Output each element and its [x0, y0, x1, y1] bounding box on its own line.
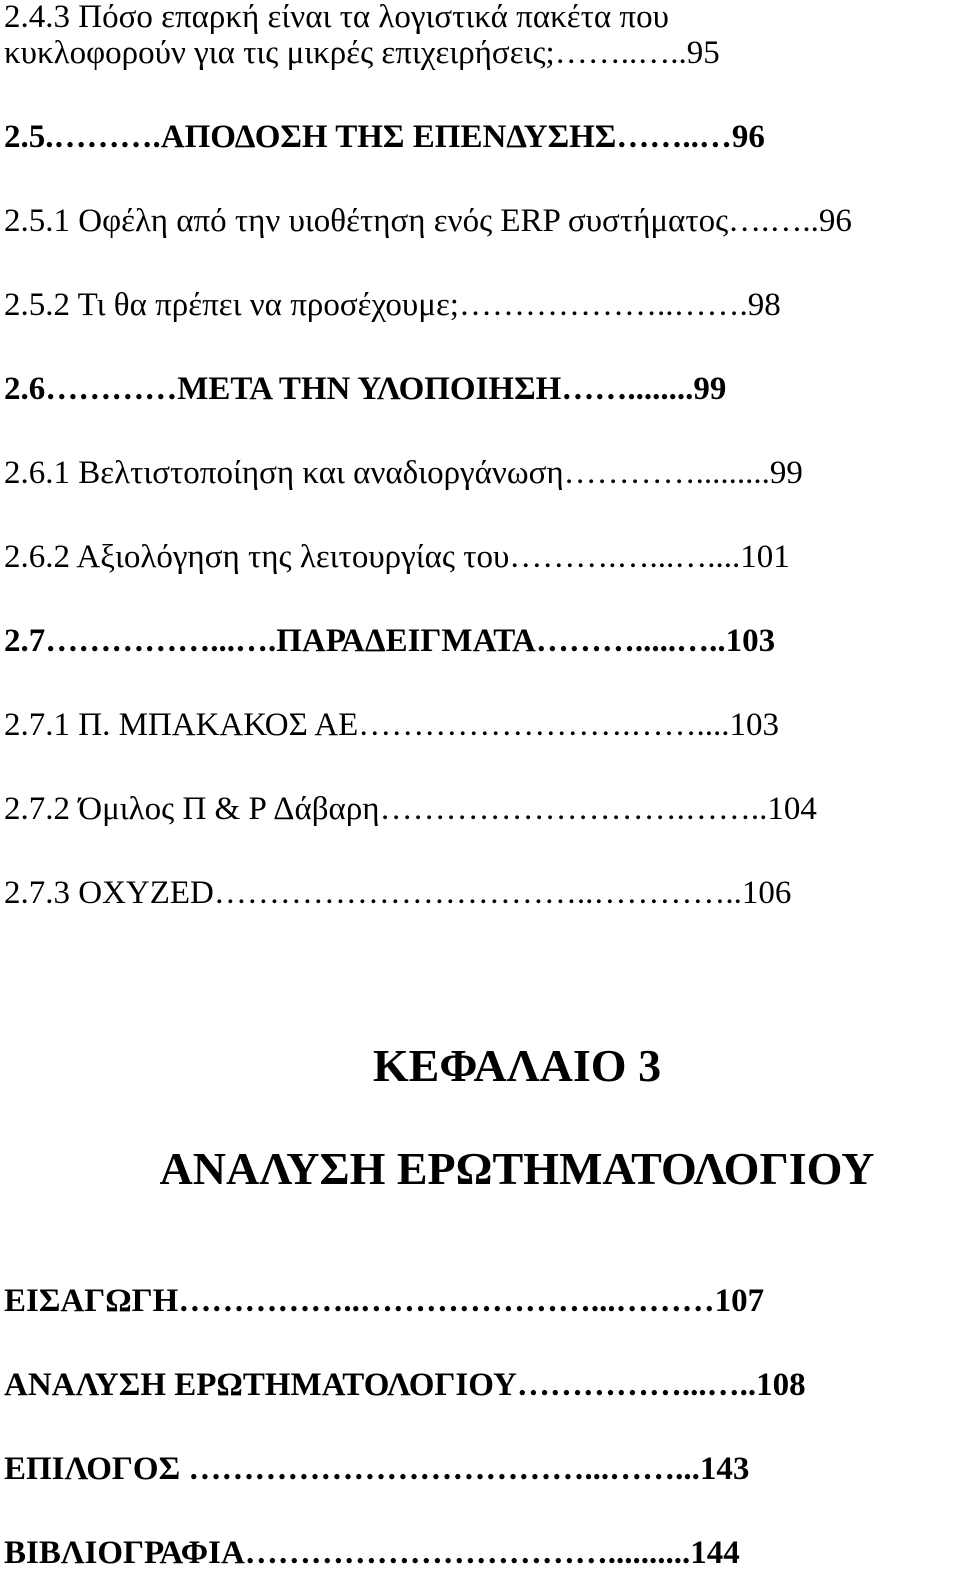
toc-entry-2-7-2: 2.7.2 Όμιλος Π & Ρ Δάβαρη……………………….……..104	[4, 791, 817, 827]
toc-entry-2-6-2: 2.6.2 Αξιολόγηση της λειτουργίας του……….…...…....101	[4, 539, 790, 575]
toc-entry-2-5: 2.5.……….ΑΠΟΔΟΣΗ ΤΗΣ ΕΠΕΝΔΥΣΗΣ……..…96	[4, 119, 765, 155]
toc-entry-2-7-1: 2.7.1 Π. ΜΠΑΚΑΚΟΣ ΑΕ…………………….……....103	[4, 707, 780, 743]
toc-entry-epilogue: ΕΠΙΛΟΓΟΣ ………………………………...……...143	[4, 1451, 750, 1487]
toc-entry-bibliography: ΒΙΒΛΙΟΓΡΑΦΙΑ……………………………..........144	[4, 1535, 740, 1571]
toc-entry-2-7-3: 2.7.3 OXYZED……………………………..…………..106	[4, 875, 792, 911]
toc-entry-2-6: 2.6…………ΜΕΤΑ ΤΗΝ ΥΛΟΠΟΙΗΣΗ……........99	[4, 371, 727, 407]
chapter-title: ΑΝΑΛΥΣΗ ΕΡΩΤΗΜΑΤΟΛΟΓΙΟΥ	[159, 1143, 875, 1194]
toc-entry-2-4-3-line1: 2.4.3 Πόσο επαρκή είναι τα λογιστικά πακέτα που	[4, 0, 669, 35]
chapter-number: ΚΕΦΑΛΑΙΟ 3	[372, 1040, 662, 1091]
toc-entry-2-5-1: 2.5.1 Οφέλη από την υιοθέτηση ενός ERP συστήματος….…..96	[4, 203, 852, 239]
toc-entry-2-5-2: 2.5.2 Τι θα πρέπει να προσέχουμε;………………..…….98	[4, 287, 781, 323]
toc-entry-2-7: 2.7……………...….ΠΑΡΑΔΕΙΓΜΑΤΑ……….....…..103	[4, 623, 776, 659]
toc-entry-intro: ΕΙΣΑΓΩΓΗ……………..…………………...………107	[4, 1283, 765, 1319]
toc-entry-analysis: ΑΝΑΛΥΣΗ ΕΡΩΤΗΜΑΤΟΛΟΓΙΟΥ……………...…..108	[4, 1367, 806, 1403]
toc-entry-2-4-3-line2: κυκλοφορούν για τις μικρές επιχειρήσεις;……..…..95	[4, 35, 720, 71]
toc-entry-2-6-1: 2.6.1 Βελτιστοποίηση και αναδιοργάνωση………….........99	[4, 455, 803, 491]
